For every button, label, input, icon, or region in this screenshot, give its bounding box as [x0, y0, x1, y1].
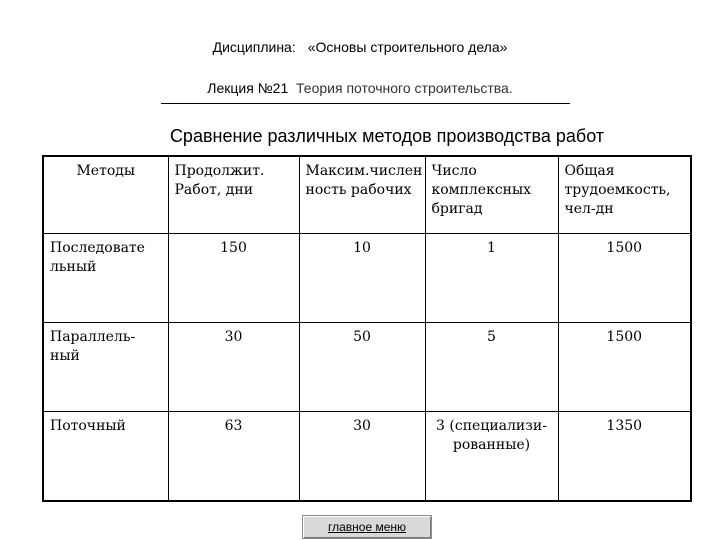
column-header-duration: Продолжит. Работ, дни	[168, 156, 299, 234]
column-header-brigades: Число комплексных бригад	[425, 156, 558, 234]
duration-cell: 150	[168, 234, 299, 323]
lecture-number: Лекция №21	[207, 80, 289, 96]
method-name: Поточный	[43, 412, 168, 502]
workers-cell: 50	[299, 323, 425, 412]
method-name: Параллель-ный	[43, 323, 168, 412]
table-title: Сравнение различных методов производства работ	[169, 126, 605, 146]
main-menu-button[interactable]: главное меню	[302, 515, 432, 539]
table-row	[43, 412, 691, 502]
discipline-line	[0, 39, 720, 55]
workers-cell: 10	[299, 234, 425, 323]
comparison-table	[42, 155, 692, 502]
method-name: Последовате льный	[43, 234, 168, 323]
lecture-line	[0, 80, 720, 96]
column-header-max-workers: Максим.числен ность рабочих	[299, 156, 425, 234]
header-divider	[161, 103, 570, 104]
labor-cell: 1500	[558, 234, 691, 323]
brigades-cell: 3 (специализи-рованные)	[425, 412, 558, 502]
workers-cell: 30	[299, 412, 425, 502]
duration-cell: 63	[168, 412, 299, 502]
column-header-methods: Методы	[43, 156, 168, 234]
column-header-labor: Общая трудоемкость, чел-дн	[558, 156, 691, 234]
table-header-row	[43, 156, 691, 234]
lecture-topic: Теория поточного строительства.	[296, 80, 513, 96]
labor-cell: 1500	[558, 323, 691, 412]
duration-cell: 30	[168, 323, 299, 412]
brigades-cell: 5	[425, 323, 558, 412]
brigades-cell: 1	[425, 234, 558, 323]
table-row	[43, 323, 691, 412]
table-row	[43, 234, 691, 323]
labor-cell: 1350	[558, 412, 691, 502]
discipline-name: «Основы строительного дела»	[307, 39, 508, 55]
discipline-label: Дисциплина:	[212, 39, 296, 55]
